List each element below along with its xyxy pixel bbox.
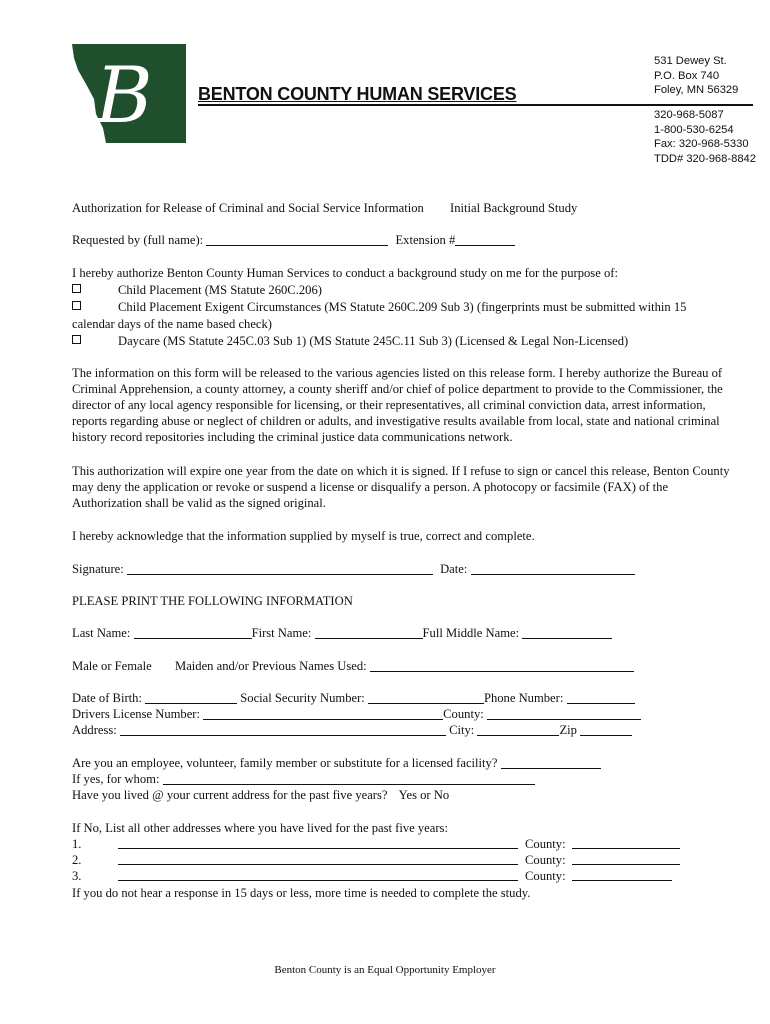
lived-question: Have you lived @ your current address for the past five years? (72, 788, 388, 802)
address-line: 531 Dewey St. (654, 55, 727, 67)
authorize-intro: I hereby authorize Benton County Human Services to conduct a background study on me for the purpose of: (72, 266, 618, 280)
prev-address-row (72, 852, 692, 868)
row-number: 1. (72, 837, 82, 851)
last-name-field[interactable] (134, 626, 252, 639)
form-type: Initial Background Study (450, 201, 578, 215)
prev-address-field[interactable] (118, 836, 518, 849)
print-heading: PLEASE PRINT THE FOLLOWING INFORMATION (72, 594, 353, 608)
checkbox[interactable] (72, 301, 81, 310)
if-yes-row (72, 771, 535, 787)
address-field[interactable] (120, 723, 446, 736)
row-number: 3. (72, 869, 82, 883)
city-label: City: (449, 723, 475, 737)
first-name-label: First Name: (251, 626, 312, 640)
svg-text:B: B (95, 51, 153, 141)
dob-label: Date of Birth: (72, 691, 142, 705)
org-name: BENTON COUNTY HUMAN SERVICES (198, 84, 517, 104)
requested-by-row (72, 232, 515, 248)
employee-row (72, 755, 601, 771)
signature-label: Signature: (72, 562, 124, 576)
maiden-field[interactable] (370, 659, 634, 672)
row-number: 2. (72, 853, 82, 867)
dob-row (72, 690, 635, 706)
date-field[interactable] (471, 562, 635, 575)
response-note: If you do not hear a response in 15 days or less, more time is needed to complete the study. (72, 886, 531, 900)
option-exigent[interactable] (72, 299, 687, 315)
phone-field[interactable] (567, 691, 635, 704)
county-label: County: (525, 837, 566, 851)
phone-line: Fax: 320-968-5330 (654, 138, 749, 150)
employee-field[interactable] (501, 756, 601, 769)
ssn-field[interactable] (368, 691, 484, 704)
option-child-placement[interactable] (72, 282, 322, 298)
ssn-label: Social Security Number: (240, 691, 365, 705)
footer-text: Benton County is an Equal Opportunity Employer (274, 964, 496, 976)
county-label: County: (443, 707, 484, 721)
option-label: Daycare (MS Statute 245C.03 Sub 1) (MS Statute 245C.11 Sub 3) (Licensed & Legal Non-Licensed) (118, 334, 629, 348)
extension-field[interactable] (455, 233, 515, 246)
expire-paragraph: This authorization will expire one year from the date on which it is signed. If I refuse to sign or cancel this release, Benton County may deny the application or revoke or suspend a license or disqualify a person. A photocopy or facsimile (FAX) of the Authorization shall be valid as the signed original. (72, 464, 730, 510)
phone-line: 1-800-530-6254 (654, 123, 734, 136)
phone-line: TDD# 320-968-8842 (654, 152, 756, 165)
requested-by-field[interactable] (206, 233, 388, 246)
address-line: Foley, MN 56329 (654, 84, 739, 96)
county-field[interactable] (487, 707, 641, 720)
date-label: Date: (440, 562, 468, 576)
checkbox[interactable] (72, 335, 81, 344)
maiden-row (175, 658, 634, 674)
prev-county-field[interactable] (572, 868, 672, 881)
prev-county-field[interactable] (572, 852, 680, 865)
address-line: P.O. Box 740 (654, 69, 720, 82)
prev-address-field[interactable] (118, 868, 518, 881)
option-label: Child Placement (MS Statute 260C.206) (118, 283, 322, 297)
county-label: County: (525, 869, 566, 883)
address-label: Address: (72, 723, 117, 737)
phone-line: 320-968-5087 (654, 109, 724, 121)
dl-field[interactable] (203, 707, 443, 720)
zip-field[interactable] (580, 723, 632, 736)
option-label: Child Placement Exigent Circumstances (MS Statute 260C.209 Sub 3) (fingerprints must be submitted within 15 (118, 300, 687, 314)
county-logo (72, 44, 186, 143)
employee-question: Are you an employee, volunteer, family member or substitute for a licensed facility? (72, 756, 498, 770)
dob-field[interactable] (145, 691, 237, 704)
yes-no-choice[interactable]: Yes or No (398, 788, 450, 802)
name-row (72, 625, 612, 641)
option-daycare[interactable] (72, 333, 629, 349)
signature-row (72, 561, 635, 577)
first-name-field[interactable] (315, 626, 423, 639)
middle-name-label: Full Middle Name: (422, 626, 520, 640)
phone-label: Phone Number: (483, 691, 564, 705)
prev-county-field[interactable] (572, 836, 680, 849)
if-no-label: If No, List all other addresses where you have lived for the past five years: (72, 821, 448, 835)
extension-label: Extension # (395, 233, 456, 247)
if-yes-label: If yes, for whom: (72, 772, 160, 786)
lived-row (72, 787, 449, 803)
form-title: Authorization for Release of Criminal and Social Service Information (72, 201, 424, 215)
maiden-label: Maiden and/or Previous Names Used: (175, 659, 367, 673)
city-field[interactable] (477, 723, 559, 736)
middle-name-field[interactable] (522, 626, 612, 639)
acknowledge-text: I hereby acknowledge that the information supplied by myself is true, correct and complete. (72, 529, 535, 543)
prev-address-row (72, 868, 692, 884)
prev-address-field[interactable] (118, 852, 518, 865)
address-row (72, 722, 632, 738)
option-exigent-cont: calendar days of the name based check) (72, 317, 272, 331)
requested-by-label: Requested by (full name): (72, 233, 204, 247)
checkbox[interactable] (72, 284, 81, 293)
org-phones (654, 108, 756, 166)
last-name-label: Last Name: (72, 626, 131, 640)
dl-row (72, 706, 641, 722)
release-paragraph: The information on this form will be released to the various agencies listed on this release form. I hereby authorize the Bureau of Criminal Apprehension, a county attorney, a county sheriff and/or chief of police department to provide to the Commissioner, the director of any local agency responsible for licensing, or their representatives, all criminal conviction data, arrest information, reports regarding abuse or neglect of children or adults, and investigative results available from local, state and national criminal history record repositories including the criminal justice data communications network. (72, 366, 723, 444)
zip-label: Zip (559, 723, 577, 737)
county-label: County: (525, 853, 566, 867)
org-address (654, 54, 738, 98)
header-rule (198, 104, 753, 106)
prev-address-row (72, 836, 692, 852)
dl-label: Drivers License Number: (72, 707, 200, 721)
sex-label[interactable]: Male or Female (72, 659, 152, 673)
signature-field[interactable] (127, 562, 433, 575)
if-yes-field[interactable] (163, 772, 535, 785)
